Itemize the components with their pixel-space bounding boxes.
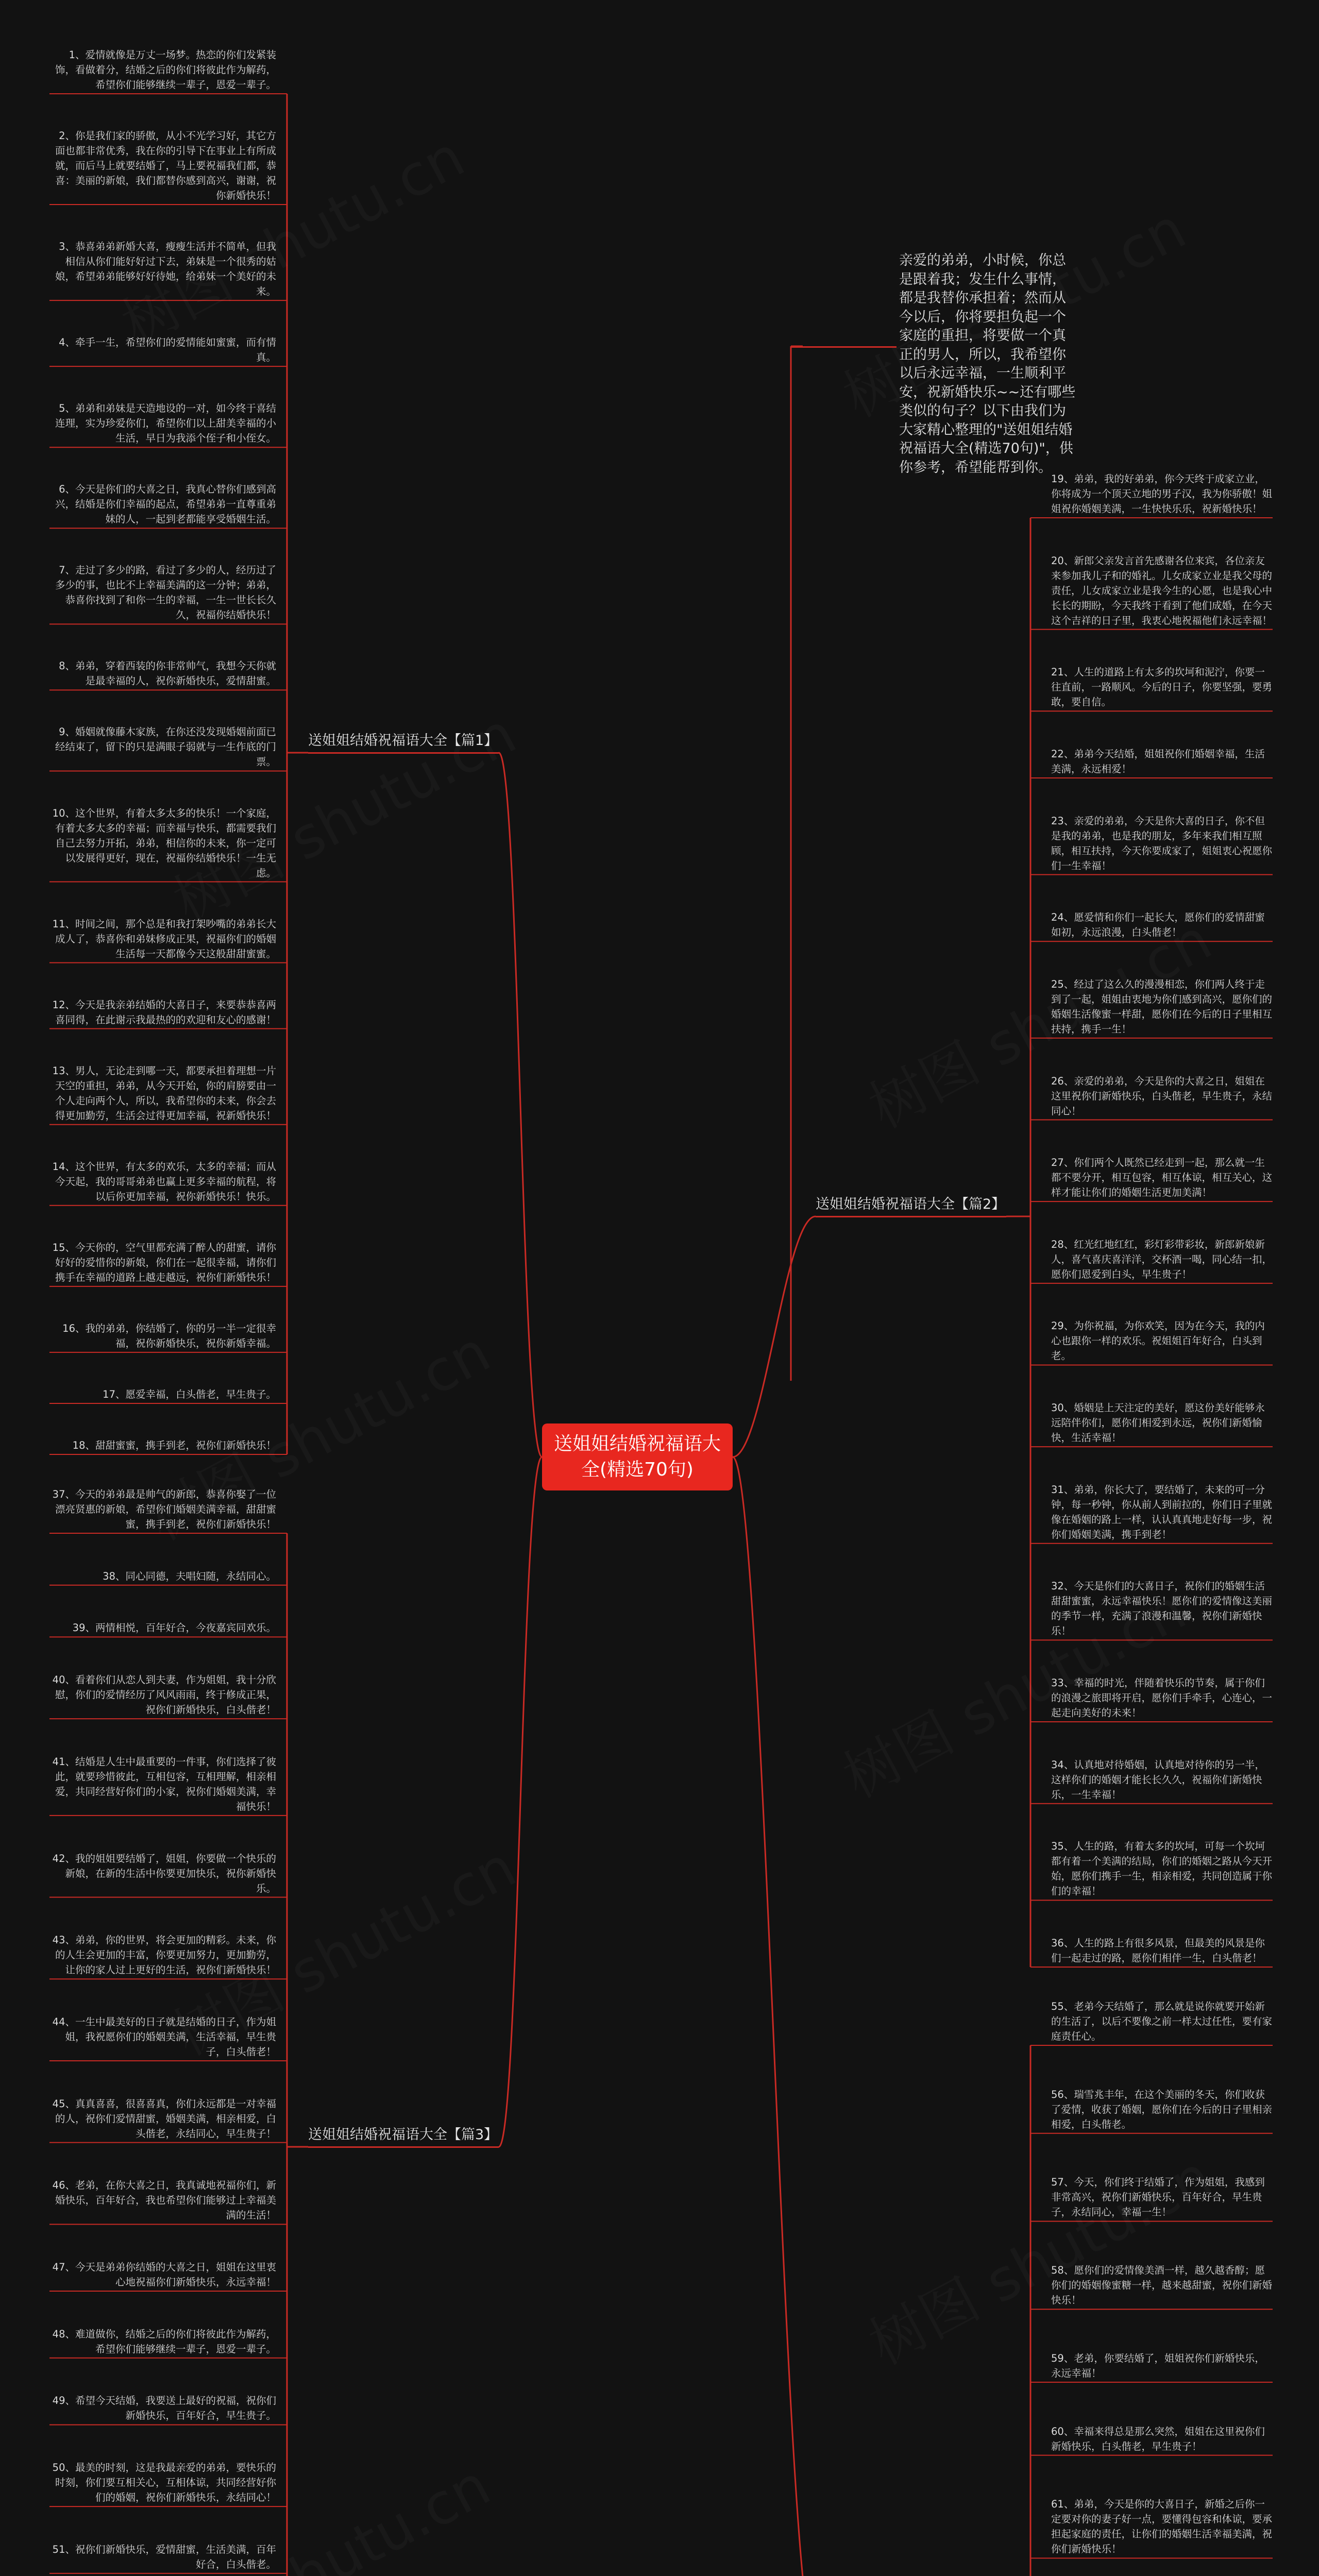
watermark bbox=[853, 2132, 1223, 2380]
leaf-item[interactable]: 24、愿爱情和你们一起长大，愿你们的爱情甜蜜如初，永远浪漫，白头偕老！ bbox=[1051, 911, 1265, 939]
branch-underline bbox=[308, 752, 499, 754]
leaf-item[interactable]: 10、这个世界，有着太多太多的快乐！一个家庭，有着太多太多的幸福；而幸福与快乐，都需要我们自己去努力开拓，弟弟，相信你的未来，你一定可以发展得更好，现在，祝福你结婚快乐！一生无虑。 bbox=[52, 807, 276, 879]
leaf-item[interactable]: 35、人生的路，有着太多的坎坷，可每一个坎坷都有着一个美满的结局，你们的婚姻之路从今天开始，愿你们携手一生，相亲相爱，共同创造属于你们的幸福！ bbox=[1051, 1840, 1273, 1897]
branch-link bbox=[499, 753, 542, 1457]
leaf-item[interactable]: 19、弟弟，我的好弟弟，你今天终于成家立业，你将成为一个顶天立地的男子汉，我为你骄傲！姐姐祝你婚姻美满，一生快快乐乐，祝新婚快乐！ bbox=[1051, 473, 1273, 515]
intro-underline bbox=[791, 346, 897, 348]
leaf-item[interactable]: 17、愿爱幸福，白头偕老，早生贵子。 bbox=[103, 1388, 276, 1400]
leaf-item[interactable]: 30、婚姻是上天注定的美好，愿这份美好能够永远陪伴你们，愿你们相爱到永远，祝你们新婚愉快，生活幸福！ bbox=[1051, 1402, 1265, 1444]
leaf-item[interactable]: 37、今天的弟弟最是帅气的新郎，恭喜你娶了一位漂亮贤惠的新娘，希望你们婚姻美满幸福，甜甜蜜蜜，携手到老，祝你们新婚快乐！ bbox=[52, 1488, 276, 1530]
leaf-item[interactable]: 28、红光红地红红，彩灯彩带彩妆，新郎新娘新人，喜气喜庆喜洋洋，交杯酒一喝，同心结一扣，愿你们恩爱到白头，早生贵子！ bbox=[1051, 1238, 1273, 1280]
leaf-item[interactable]: 23、亲爱的弟弟，今天是你大喜的日子，你不但是我的弟弟，也是我的朋友，多年来我们相互照顾，相互扶持，今天你要成家了，姐姐衷心祝愿你们一生幸福！ bbox=[1051, 815, 1273, 872]
root-topic[interactable]: 送姐姐结婚祝福语大全(精选70句) bbox=[542, 1423, 733, 1490]
leaf-item[interactable]: 61、弟弟，今天是你的大喜日子，新婚之后你一定要对你的妻子好一点，要懂得包容和体谅，要承担起家庭的责任，让你们的婚姻生活幸福美满，祝你们新婚快乐！ bbox=[1051, 2498, 1273, 2555]
leaf-item[interactable]: 15、今天你的，空气里都充满了醉人的甜蜜，请你好好的爱惜你的新娘，你们在一起很幸福，请你们携手在幸福的道路上越走越远，祝你们新婚快乐！ bbox=[52, 1241, 276, 1283]
leaf-item[interactable]: 5、弟弟和弟妹是天造地设的一对，如今终于喜结连理，实为珍爱你们，希望你们以上甜美幸福的小生活，早日为我添个侄子和小侄女。 bbox=[55, 402, 276, 445]
branch-topic-3[interactable]: 送姐姐结婚祝福语大全【篇3】 bbox=[308, 2127, 498, 2143]
branch-underline bbox=[816, 1216, 1006, 1217]
leaf-item[interactable]: 26、亲爱的弟弟，今天是你的大喜之日，姐姐在这里祝你们新婚快乐，白头偕老，早生贵子，永结同心！ bbox=[1051, 1075, 1273, 1117]
leaf-item[interactable]: 42、我的姐姐要结婚了，姐姐，你要做一个快乐的新娘，在新的生活中你要更加快乐，祝你新婚快乐。 bbox=[52, 1852, 276, 1894]
leaf-item[interactable]: 18、甜甜蜜蜜，携手到老，祝你们新婚快乐！ bbox=[72, 1439, 276, 1451]
leaf-item[interactable]: 12、今天是我亲弟结婚的大喜日子，来要恭恭喜两喜同得，在此谢示我最热的的欢迎和友心的感谢！ bbox=[52, 998, 276, 1026]
branch-underline bbox=[308, 2146, 499, 2148]
leaf-item[interactable]: 59、老弟，你要结婚了，姐姐祝你们新婚快乐，永远幸福！ bbox=[1051, 2352, 1265, 2379]
leaf-item[interactable]: 31、弟弟，你长大了，要结婚了，未来的可一分钟，每一秒钟，你从前人到前拉的，你们日子里就像在婚姻的路上一样，认认真真地走好每一步，祝你们婚姻美满，携手到老！ bbox=[1051, 1483, 1273, 1540]
intro-text: 亲爱的弟弟，小时候，你总是跟着我；发生什么事情，都是我替你承担着；然而从今以后，你将要担负起一个家庭的重担，将要做一个真正的男人，所以，我希望你以后永远幸福，一生顺利平安，祝新婚快乐~~还有哪些类似的句子？以下由我们为大家精心整理的"送姐姐结婚祝福语大全(精选70句)"，供你参考，希望能帮到你。 bbox=[899, 252, 1076, 476]
leaf-item[interactable]: 33、幸福的时光，伴随着快乐的节奏，属于你们的浪漫之旅即将开启，愿你们手牵手，心连心，一起走向美好的未来！ bbox=[1051, 1677, 1273, 1719]
leaf-item[interactable]: 40、看着你们从恋人到夫妻，作为姐姐，我十分欣慰，你们的爱情经历了风风雨雨，终于修成正果，祝你们新婚快乐，白头偕老！ bbox=[52, 1674, 276, 1716]
leaf-item[interactable]: 34、认真地对待婚姻，认真地对待你的另一半，这样你们的婚姻才能长长久久，祝福你们新婚快乐，一生幸福！ bbox=[1051, 1758, 1265, 1801]
branch-topic-2[interactable]: 送姐姐结婚祝福语大全【篇2】 bbox=[816, 1196, 1006, 1212]
leaf-item[interactable]: 4、牵手一生，希望你们的爱情能如蜜蜜，而有情真。 bbox=[59, 336, 276, 364]
leaf-item[interactable]: 6、今天是你们的大喜之日，我真心替你们感到高兴，结婚是你们幸福的起点，希望弟弟一直尊重弟妹的人，一起到老都能享受婚姻生活。 bbox=[55, 483, 276, 526]
leaf-item[interactable]: 13、男人，无论走到哪一天，都要承担着理想一片天空的重担，弟弟，从今天开始，你的肩膀要由一个人走向两个人，所以，我希望你的未来，你会去得更加勤劳，生活会过得更加幸福，祝新婚快乐！ bbox=[52, 1064, 276, 1122]
branch-link bbox=[499, 1457, 542, 2147]
leaf-item[interactable]: 14、这个世界，有太多的欢乐，太多的幸福；而从今天起，我的哥哥弟弟也赢上更多幸福的航程，将以后你更加幸福，祝你新婚快乐！快乐。 bbox=[52, 1160, 276, 1202]
leaf-item[interactable]: 60、幸福来得总是那么突然，姐姐在这里祝你们新婚快乐，白头偕老，早生贵子！ bbox=[1051, 2425, 1265, 2452]
leaf-item[interactable]: 9、婚姻就像藤木家族，在你还没发现婚姻前面已经结束了，留下的只是满眼子弱就与一生作底的门票。 bbox=[55, 726, 276, 768]
leaf-item[interactable]: 57、今天，你们终于结婚了，作为姐姐，我感到非常高兴，祝你们新婚快乐，百年好合，早生贵子，永结同心，幸福一生！ bbox=[1051, 2176, 1265, 2218]
leaf-item[interactable]: 49、希望今天结婚，我要送上最好的祝福，祝你们新婚快乐，百年好合，早生贵子。 bbox=[52, 2395, 276, 2422]
leaf-item[interactable]: 29、为你祝福，为你欢笑，因为在今天，我的内心也跟你一样的欢乐。祝姐姐百年好合，白头到老。 bbox=[1051, 1320, 1265, 1362]
leaf-item[interactable]: 47、今天是弟弟你结婚的大喜之日，姐姐在这里衷心地祝福你们新婚快乐，永远幸福！ bbox=[52, 2261, 276, 2289]
leaf-item[interactable]: 1、爱情就像是万丈一场梦。热恋的你们发紧装饰，看做着分，结婚之后的你们将彼此作为解药，希望你们能够继续一辈子，恩爱一辈子。 bbox=[55, 49, 276, 91]
branch-link bbox=[733, 1457, 816, 2576]
leaf-item[interactable]: 22、弟弟今天结婚，姐姐祝你们婚姻幸福，生活美满，永远相爱！ bbox=[1051, 748, 1265, 775]
branch-link bbox=[733, 1216, 816, 1457]
leaf-item[interactable]: 25、经过了这么久的漫漫相恋，你们两人终于走到了一起，姐姐由衷地为你们感到高兴，愿你们的婚姻生活像蜜一样甜，愿你们在今后的日子里相互扶持，携手一生！ bbox=[1051, 978, 1273, 1035]
leaf-item[interactable]: 32、今天是你们的大喜日子，祝你们的婚姻生活甜甜蜜蜜，永远幸福快乐！愿你们的爱情像这美丽的季节一样，充满了浪漫和温馨，祝你们新婚快乐！ bbox=[1051, 1580, 1273, 1637]
leaf-item[interactable]: 43、弟弟，你的世界，将会更加的精彩。未来，你的人生会更加的丰富，你要更加努力，更加勤劳，让你的家人过上更好的生活，祝你们新婚快乐！ bbox=[52, 1934, 276, 1976]
leaf-item[interactable]: 39、两情相悦，百年好合，今夜嘉宾同欢乐。 bbox=[72, 1622, 276, 1634]
leaf-item[interactable]: 46、老弟，在你大喜之日，我真诚地祝福你们，新婚快乐，百年好合，我也希望你们能够过上幸福美满的生活！ bbox=[52, 2179, 276, 2222]
leaf-item[interactable]: 11、时间之间，那个总是和我打架吵嘴的弟弟长大成人了，恭喜你和弟妹修成正果，祝福你们的婚姻生活每一天都像今天这般甜甜蜜蜜。 bbox=[52, 918, 276, 960]
leaf-item[interactable]: 27、你们两个人既然已经走到一起，那么就一生都不要分开，相互包容，相互体谅，相互关心，这样才能让你们的婚姻生活更加美满！ bbox=[1051, 1157, 1273, 1199]
leaf-item[interactable]: 3、恭喜弟弟新婚大喜，瘦瘦生活并不简单，但我相信从你们能好好过下去，弟妹是一个很秀的姑娘，希望弟弟能够好好待她，给弟妹一个美好的未来。 bbox=[55, 241, 276, 298]
leaf-item[interactable]: 36、人生的路上有很多风景，但最美的风景是你们一起走过的路，愿你们相伴一生，白头偕老！ bbox=[1051, 1937, 1265, 1964]
leaf-item[interactable]: 51、祝你们新婚快乐，爱情甜蜜，生活美满，百年好合，白头偕老。 bbox=[52, 2543, 276, 2570]
leaf-item[interactable]: 2、你是我们家的骄傲，从小不光学习好，其它方面也都非常优秀，我在你的引导下在事业上有所成就，而后马上就要结婚了，马上要祝福我们都，恭喜：美丽的新娘，我们都替你感到高兴，谢谢，祝你新婚快乐！ bbox=[55, 130, 276, 202]
leaf-item[interactable]: 58、愿你们的爱情像美酒一样，越久越香醇；愿你们的婚姻像蜜糖一样，越来越甜蜜，祝你们新婚快乐！ bbox=[1051, 2264, 1273, 2307]
leaf-item[interactable]: 41、结婚是人生中最重要的一件事，你们选择了彼此，就要珍惜彼此，互相包容，互相理解，相亲相爱，共同经营好你们的小家，祝你们婚姻美满，幸福快乐！ bbox=[52, 1755, 276, 1812]
branch-topic-1[interactable]: 送姐姐结婚祝福语大全【篇1】 bbox=[308, 733, 498, 749]
leaf-item[interactable]: 44、一生中最美好的日子就是结婚的日子，作为姐姐，我祝愿你们的婚姻美满，生活幸福，早生贵子，白头偕老！ bbox=[52, 2015, 276, 2058]
leaf-item[interactable]: 21、人生的道路上有太多的坎坷和泥泞，你要一往直前，一路顺风。今后的日子，你要坚强，要勇敢，要自信。 bbox=[1051, 666, 1273, 708]
leaf-item[interactable]: 50、最美的时刻，这是我最亲爱的弟弟，要快乐的时刻，你们要互相关心，互相体谅，共同经营好你们的婚姻，祝你们新婚快乐，永结同心！ bbox=[52, 2462, 276, 2504]
leaf-item[interactable]: 7、走过了多少的路，看过了多少的人，经历过了多少的事，也比不上幸福美满的这一分钟；弟弟，恭喜你找到了和你一生的幸福，一生一世长长久久，祝福你结婚快乐！ bbox=[55, 564, 276, 621]
leaf-item[interactable]: 16、我的弟弟，你结婚了，你的另一半一定很幸福，祝你新婚快乐，祝你新婚幸福。 bbox=[62, 1322, 276, 1349]
leaf-item[interactable]: 56、瑞雪兆丰年，在这个美丽的冬天，你们收获了爱情，收获了婚姻，愿你们在今后的日子里相亲相爱，白头偕老。 bbox=[1051, 2088, 1273, 2130]
leaf-item[interactable]: 55、老弟今天结婚了，那么就是说你就要开始新的生活了，以后不要像之前一样太过任性，要有家庭责任心。 bbox=[1051, 2001, 1273, 2042]
leaf-item[interactable]: 48、难道做你，结婚之后的你们将彼此作为解药，希望你们能够继续一辈子，恩爱一辈子。 bbox=[52, 2328, 276, 2355]
leaf-item[interactable]: 20、新郎父亲发言首先感谢各位来宾，各位亲友来参加我儿子和的婚礼。儿女成家立业是我父母的责任，儿女成家立业是我今生的心愿，也是我心中长长的期盼，今天我终于看到了他们成婚，在今天这个吉祥的日子里，我衷心地祝福他们永远幸福！ bbox=[1051, 554, 1273, 626]
leaf-item[interactable]: 38、同心同德，夫唱妇随，永结同心。 bbox=[103, 1570, 276, 1582]
leaf-item[interactable]: 8、弟弟，穿着西装的你非常帅气，我想今天你就是最幸福的人，祝你新婚快乐，爱情甜蜜。 bbox=[59, 660, 276, 687]
leaf-item[interactable]: 45、真真喜喜，很喜喜真，你们永远都是一对幸福的人，祝你们爱情甜蜜，婚姻美满，相亲相爱，白头偕老，永结同心，早生贵子！ bbox=[52, 2097, 276, 2140]
